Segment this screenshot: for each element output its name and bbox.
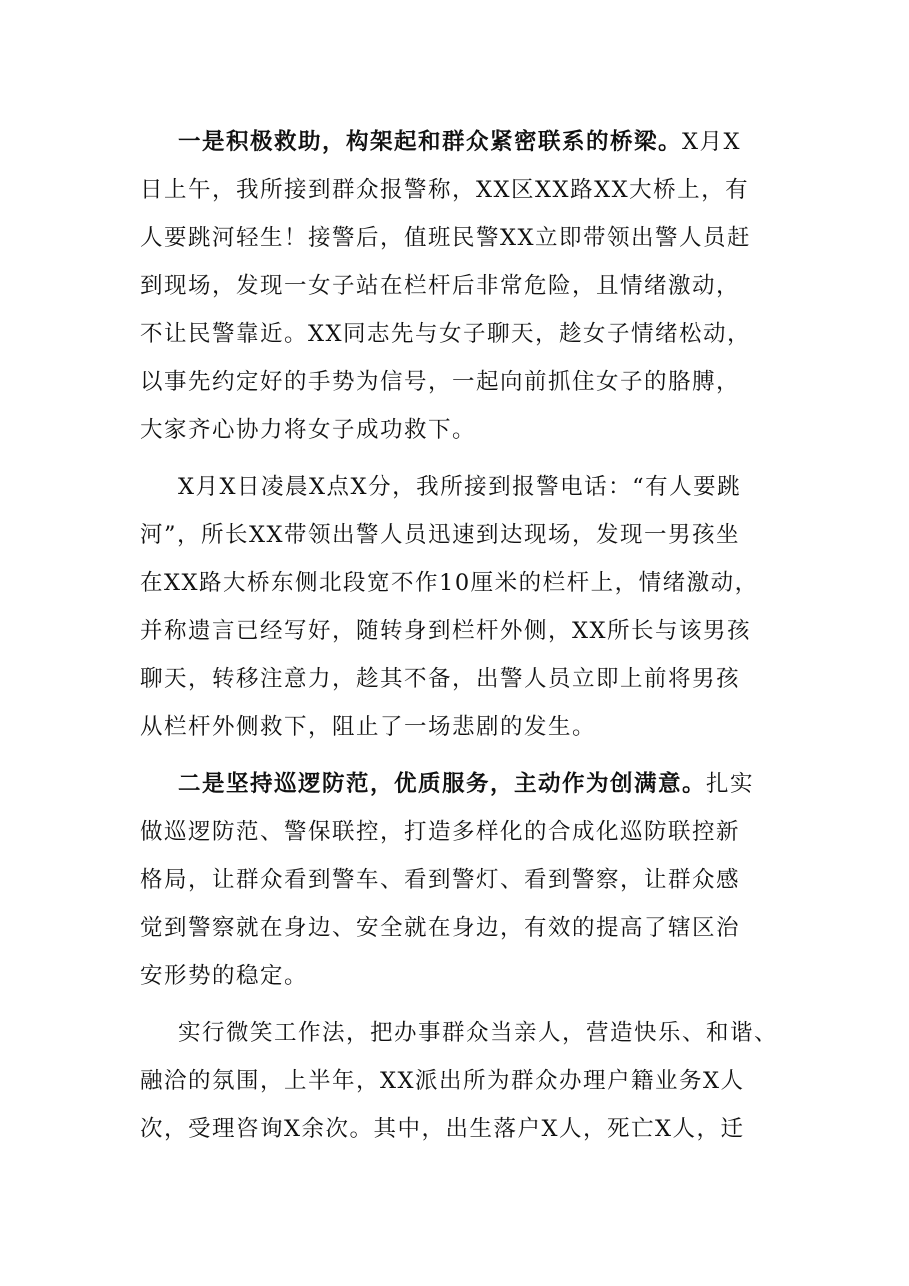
paragraph-spacer	[140, 454, 790, 463]
text-line: 融洽的氛围，上半年，XX派出所为群众办理户籍业务X人	[140, 1068, 745, 1094]
text-line: 格局，让群众看到警车、看到警灯、看到警察，让群众感	[140, 867, 741, 893]
text-line: 安形势的稳定。	[140, 963, 309, 989]
text-line: 到现场，发现一女子站在栏杆后非常危险，且情绪激动，	[140, 273, 741, 299]
paragraph-spacer	[140, 1000, 790, 1009]
paragraph-first-line	[140, 118, 790, 166]
text-line: 以事先约定好的手势为信号，一起向前抓住女子的胳膊，	[140, 369, 741, 395]
text-line: 次，受理咨询X余次。其中，出生落户X人，死亡X人，迁	[140, 1116, 745, 1142]
text-line: 实行微笑工作法，把办事群众当亲人，营造快乐、和谐、	[178, 1020, 779, 1046]
paragraph-heading-tail: 扎实	[706, 771, 755, 797]
text-line: 人要跳河轻生！接警后，值班民警XX立即带领出警人员赶	[140, 225, 752, 251]
text-line: 从栏杆外侧救下，阻止了一场悲剧的发生。	[140, 714, 597, 740]
paragraph-patrol	[140, 760, 790, 1000]
paragraph-rescue	[140, 118, 790, 454]
paragraph-rescue-boy	[140, 463, 790, 751]
document-body	[140, 118, 790, 1153]
paragraph-heading-tail: X月X	[682, 129, 742, 155]
paragraph-first-line	[140, 760, 790, 808]
text-line: 觉到警察就在身边、安全就在身边，有效的提高了辖区治	[140, 915, 741, 941]
text-line: 聊天，转移注意力，趁其不备，出警人员立即上前将男孩	[140, 666, 741, 692]
paragraph-heading: 二是坚持巡逻防范，优质服务，主动作为创满意。	[178, 771, 707, 797]
text-line: 不让民警靠近。XX同志先与女子聊天，趁女子情绪松动，	[140, 321, 752, 347]
text-line: 并称遗言已经写好，随转身到栏杆外侧，XX所长与该男孩	[140, 618, 752, 644]
text-line: 大家齐心协力将女子成功救下。	[140, 417, 477, 443]
text-line: 河”，所长XX带领出警人员迅速到达现场，发现一男孩坐	[140, 522, 741, 548]
paragraph-spacer	[140, 751, 790, 760]
text-line: 在XX路大桥东侧北段宽不作10厘米的栏杆上，情绪激动，	[140, 570, 759, 596]
text-line: X月X日凌晨X点X分，我所接到报警电话：“有人要跳	[178, 474, 742, 500]
text-line: 日上午，我所接到群众报警称，XX区XX路XX大桥上，有	[140, 177, 750, 203]
paragraph-smile-service	[140, 1009, 790, 1153]
text-line: 做巡逻防范、警保联控，打造多样化的合成化巡防联控新	[140, 819, 741, 845]
paragraph-heading: 一是积极救助，构架起和群众紧密联系的桥梁。	[178, 129, 683, 155]
